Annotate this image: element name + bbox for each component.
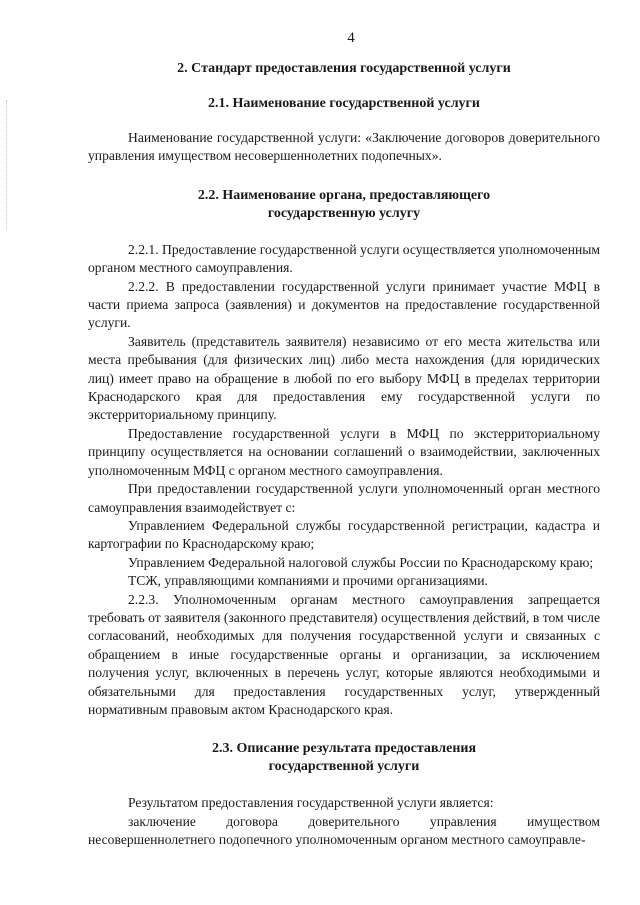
section-2-2-title [88, 187, 600, 223]
paragraph-rosreestr: Управлением Федеральной службы государственной регистрации, кадастра и картографии по Краснодарскому краю; [88, 517, 600, 552]
section-2-2-title-line-1: 2.2. Наименование органа, предоставляющего [197, 187, 491, 203]
paragraph-2-2-3: 2.2.3. Уполномоченным органам местного самоуправления запрещается требовать от заявителя (законного представителя) осуществления действий, в том числе согласований, необходимых для получения государственной услуги и связанных с обращением в иные государственные органы и организации, за исключением получения услуг, включенных в перечень услуг, которые являются необходимыми и обязательными для предоставления государственных услуг, утвержденный нормативным правовым актом Краснодарского края. [88, 591, 600, 717]
paragraph-hoa: ТСЖ, управляющими компаниями и прочими организациями. [128, 573, 488, 589]
scan-margin-mark [6, 100, 9, 230]
page-number: 4 [347, 30, 355, 46]
paragraph-result: Результатом предоставления государственной услуги является: [128, 795, 494, 811]
section-2-3-title-line-1: 2.3. Описание результата предоставления [211, 741, 477, 757]
paragraph-mfc-extraterritorial: Предоставление государственной услуги в МФЦ по экстерриториальному принципу осуществляется на основании соглашений о взаимодействии, заключенных уполномоченным МФЦ с органом местного самоуправления. [88, 425, 600, 478]
page-content [88, 58, 600, 850]
section-2-3-title-line-2: государственной услуги [268, 759, 420, 775]
paragraph-applicant: Заявитель (представитель заявителя) независимо от его места жительства или места пребывания (для физических лиц) либо места нахождения (для юридических лиц) имеет право на обращение в любой по его выбору МФЦ в пределах территории Краснодарского края для предоставления ему государственной услуги по экстерриториальному принципу. [88, 333, 600, 423]
section-2-1-text: Наименование государственной услуги: «Заключение договоров доверительного управления имуществом несовершеннолетних подопечных». [88, 130, 600, 164]
section-2-2-title-line-2: государственную услугу [267, 205, 421, 221]
paragraph-2-2-2: 2.2.2. В предоставлении государственной услуги принимает участие МФЦ в части приема запроса (заявления) и документов на предоставление государственной услуги. [88, 278, 600, 331]
paragraph-2-2-1: 2.2.1. Предоставление государственной услуги осуществляется уполномоченным органом местного самоуправления. [88, 241, 600, 276]
paragraph-interaction: При предоставлении государственной услуги уполномоченный орган местного самоуправления взаимодействует с: [88, 481, 600, 515]
section-2-title: 2. Стандарт предоставления государственной услуги [177, 61, 511, 76]
section-2-1-title: 2.1. Наименование государственной услуги [208, 96, 480, 111]
section-2-3-title [88, 740, 600, 776]
paragraph-contract: заключение договора доверительного управления имуществом несовершеннолетнего подопечного уполномоченным органом местного самоуправле- [88, 813, 600, 848]
paragraph-tax-service: Управлением Федеральной налоговой службы России по Краснодарскому краю; [128, 554, 594, 570]
